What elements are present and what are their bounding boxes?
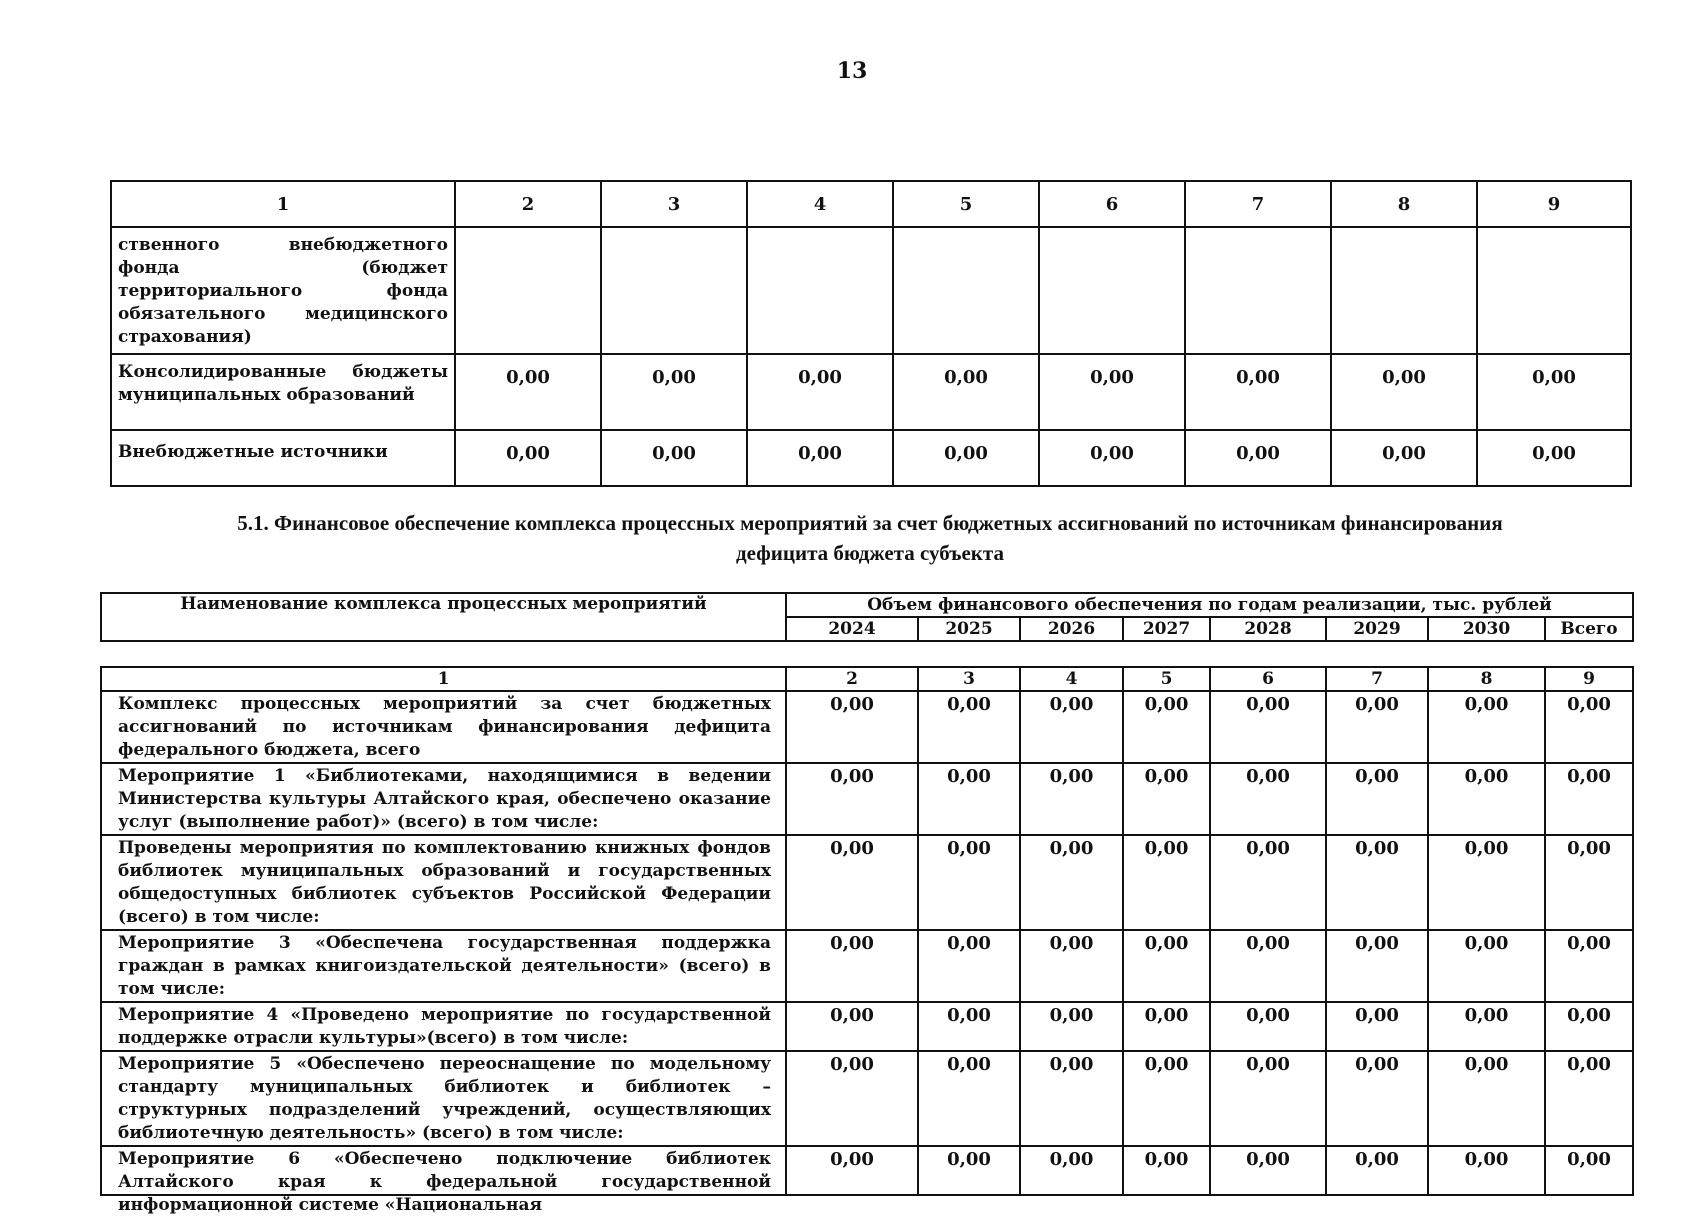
value-cell: 0,00 (1428, 930, 1545, 1002)
column-number: 9 (1477, 181, 1631, 227)
value-cell (1185, 227, 1331, 354)
value-cell: 0,00 (1545, 691, 1633, 763)
value-cell: 0,00 (1020, 1002, 1123, 1051)
value-cell: 0,00 (455, 430, 601, 486)
value-cell (1331, 227, 1477, 354)
value-cell (601, 227, 747, 354)
column-number: 9 (1545, 667, 1633, 691)
column-number: 3 (601, 181, 747, 227)
value-cell: 0,00 (786, 763, 918, 835)
value-cell: 0,00 (1331, 354, 1477, 430)
value-cell: 0,00 (1210, 691, 1326, 763)
value-cell: 0,00 (601, 430, 747, 486)
row-name (101, 1146, 786, 1215)
value-cell: 0,00 (1185, 354, 1331, 430)
row-name: Мероприятие 4 «Проведено мероприятие по государственной поддержке отрасли культуры»(всего) в том числе: (101, 1002, 786, 1051)
row-name: Мероприятие 5 «Обеспечено переоснащение по модельному стандарту муниципальных библиотек и библиотек – структурных подразделений учреждений, осуществляющих библиотечную деятельность» (всего) в том числе: (101, 1051, 786, 1146)
row-name: Проведены мероприятия по комплектованию книжных фондов библиотек муниципальных образований и государственных общедоступных библиотек субъектов Российской Федерации (всего) в том числе: (101, 835, 786, 930)
row-name-text: Мероприятие 6 «Обеспечено подключение библиотек Алтайского края к федеральной государственной информационной системе «Национальная (118, 1149, 771, 1215)
year-header: 2024 (786, 617, 918, 641)
value-cell: 0,00 (1428, 1146, 1545, 1195)
column-number: 8 (1331, 181, 1477, 227)
name-column-header-label: Наименование комплекса процессных мероприятий (180, 594, 707, 614)
row-name: Комплекс процессных мероприятий за счет бюджетных ассигнований по источникам финансирования дефицита федерального бюджета, всего (101, 691, 786, 763)
value-cell (747, 227, 893, 354)
table-header-row (101, 667, 1633, 691)
table-row (111, 227, 1631, 354)
value-cell: 0,00 (1020, 930, 1123, 1002)
column-number: 8 (1428, 667, 1545, 691)
header-row (101, 593, 1633, 617)
value-cell: 0,00 (918, 763, 1020, 835)
value-cell: 0,00 (601, 354, 747, 430)
table-row (101, 1146, 1633, 1195)
section-title-line: дефицита бюджета субъекта (736, 541, 1004, 565)
value-cell: 0,00 (1123, 835, 1210, 930)
value-cell: 0,00 (455, 354, 601, 430)
row-name: Консолидированные бюджеты муниципальных образований (111, 354, 455, 430)
value-cell: 0,00 (1326, 930, 1428, 1002)
column-number: 3 (918, 667, 1020, 691)
volume-header: Объем финансового обеспечения по годам реализации, тыс. рублей (786, 593, 1633, 617)
total-header: Всего (1545, 617, 1633, 641)
value-cell: 0,00 (1020, 1146, 1123, 1195)
value-cell: 0,00 (918, 1002, 1020, 1051)
value-cell: 0,00 (1331, 430, 1477, 486)
value-cell: 0,00 (1326, 1146, 1428, 1195)
value-cell: 0,00 (1210, 835, 1326, 930)
column-number: 6 (1210, 667, 1326, 691)
value-cell: 0,00 (1210, 1051, 1326, 1146)
value-cell (893, 227, 1039, 354)
value-cell: 0,00 (747, 354, 893, 430)
value-cell: 0,00 (1428, 1002, 1545, 1051)
year-header: 2030 (1428, 617, 1545, 641)
column-number: 7 (1326, 667, 1428, 691)
value-cell: 0,00 (1326, 1051, 1428, 1146)
year-header: 2028 (1210, 617, 1326, 641)
value-cell: 0,00 (1326, 691, 1428, 763)
row-name: ственного внебюджетного фонда (бюджет территориального фонда обязательного медицинского страхования) (111, 227, 455, 354)
value-cell: 0,00 (1326, 835, 1428, 930)
value-cell: 0,00 (786, 1002, 918, 1051)
value-cell: 0,00 (1123, 1002, 1210, 1051)
value-cell: 0,00 (1477, 430, 1631, 486)
financing-header-table (100, 592, 1634, 642)
column-number: 4 (747, 181, 893, 227)
value-cell: 0,00 (893, 430, 1039, 486)
value-cell: 0,00 (1428, 763, 1545, 835)
value-cell: 0,00 (1545, 930, 1633, 1002)
year-header: 2026 (1020, 617, 1123, 641)
value-cell: 0,00 (1123, 930, 1210, 1002)
value-cell (1039, 227, 1185, 354)
value-cell: 0,00 (1545, 763, 1633, 835)
value-cell (455, 227, 601, 354)
column-number: 2 (455, 181, 601, 227)
value-cell: 0,00 (1428, 1051, 1545, 1146)
value-cell: 0,00 (1123, 763, 1210, 835)
continuation-table (110, 180, 1632, 487)
value-cell: 0,00 (1020, 1051, 1123, 1146)
section-title-line: 5.1. Финансовое обеспечение комплекса процессных мероприятий за счет бюджетных ассигнований по источникам финансирования (237, 511, 1503, 535)
table-row (101, 1002, 1633, 1051)
value-cell: 0,00 (918, 835, 1020, 930)
column-number: 5 (893, 181, 1039, 227)
value-cell: 0,00 (1428, 691, 1545, 763)
value-cell: 0,00 (1020, 835, 1123, 930)
table-row (101, 691, 1633, 763)
table-row (101, 930, 1633, 1002)
value-cell: 0,00 (1020, 691, 1123, 763)
table-row (111, 430, 1631, 486)
value-cell: 0,00 (1428, 835, 1545, 930)
column-number: 1 (111, 181, 455, 227)
value-cell: 0,00 (1185, 430, 1331, 486)
column-number: 5 (1123, 667, 1210, 691)
section-title (110, 508, 1630, 568)
value-cell: 0,00 (1545, 835, 1633, 930)
value-cell: 0,00 (1123, 1146, 1210, 1195)
table-row (101, 835, 1633, 930)
value-cell: 0,00 (1123, 691, 1210, 763)
value-cell: 0,00 (1545, 1051, 1633, 1146)
year-header: 2027 (1123, 617, 1210, 641)
value-cell: 0,00 (1326, 1002, 1428, 1051)
value-cell: 0,00 (1210, 1002, 1326, 1051)
value-cell: 0,00 (918, 691, 1020, 763)
value-cell: 0,00 (1039, 430, 1185, 486)
value-cell (1477, 227, 1631, 354)
year-header: 2025 (918, 617, 1020, 641)
row-name: Внебюджетные источники (111, 430, 455, 486)
column-number: 4 (1020, 667, 1123, 691)
value-cell: 0,00 (1477, 354, 1631, 430)
name-column-header (101, 593, 786, 641)
value-cell: 0,00 (786, 835, 918, 930)
value-cell: 0,00 (747, 430, 893, 486)
value-cell: 0,00 (918, 1146, 1020, 1195)
column-number: 6 (1039, 181, 1185, 227)
value-cell: 0,00 (786, 691, 918, 763)
value-cell: 0,00 (1545, 1146, 1633, 1195)
row-name: Мероприятие 3 «Обеспечена государственная поддержка граждан в рамках книгоиздательской деятельности» (всего) в том числе: (101, 930, 786, 1002)
page-number: 13 (836, 58, 868, 84)
table-row (101, 1051, 1633, 1146)
value-cell: 0,00 (1326, 763, 1428, 835)
column-number: 7 (1185, 181, 1331, 227)
table-row (111, 354, 1631, 430)
value-cell: 0,00 (1039, 354, 1185, 430)
value-cell: 0,00 (786, 930, 918, 1002)
value-cell: 0,00 (786, 1051, 918, 1146)
row-name: Мероприятие 1 «Библиотеками, находящимися в ведении Министерства культуры Алтайского края, обеспечено оказание услуг (выполнение работ)» (всего) в том числе: (101, 763, 786, 835)
column-number: 1 (101, 667, 786, 691)
table-header-row (111, 181, 1631, 227)
value-cell: 0,00 (1123, 1051, 1210, 1146)
value-cell: 0,00 (786, 1146, 918, 1195)
year-header: 2029 (1326, 617, 1428, 641)
column-number: 2 (786, 667, 918, 691)
value-cell: 0,00 (1210, 930, 1326, 1002)
value-cell: 0,00 (1545, 1002, 1633, 1051)
value-cell: 0,00 (1210, 763, 1326, 835)
value-cell: 0,00 (918, 930, 1020, 1002)
financing-body-table (100, 666, 1634, 1215)
value-cell: 0,00 (918, 1051, 1020, 1146)
value-cell: 0,00 (893, 354, 1039, 430)
value-cell: 0,00 (1020, 763, 1123, 835)
table-row (101, 763, 1633, 835)
value-cell: 0,00 (1210, 1146, 1326, 1195)
